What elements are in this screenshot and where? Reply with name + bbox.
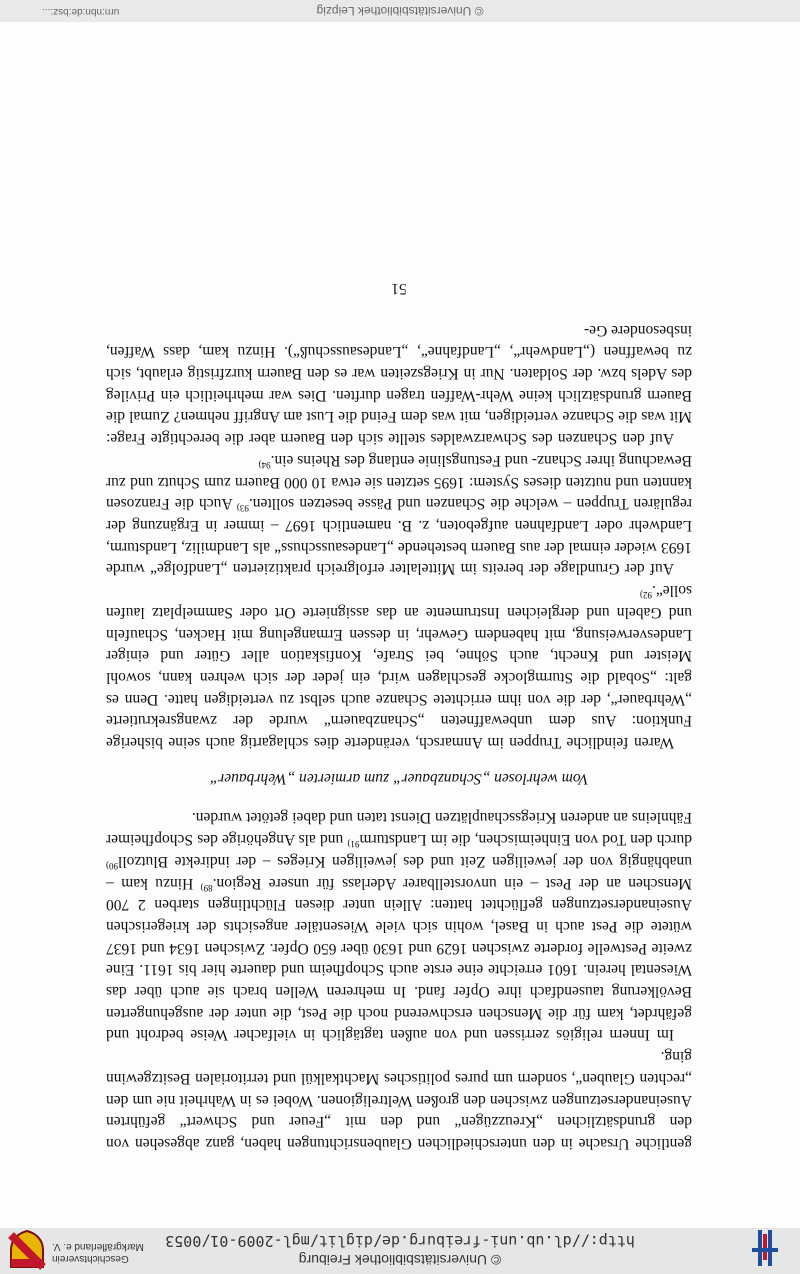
page-number: 51 — [391, 279, 407, 297]
footnote-ref: 94) — [258, 460, 271, 471]
viewer-footer — [0, 0, 800, 22]
paragraph: Auf den Schanzen des Schwarzwaldes stellte sich den Bauern aber die berechtigte Frage: Mit was die Schanze verteidigen, mit was dem Feind die Lust am Angriff nehmen? Zumal die Bauern grundsätzlich keine Wehr-Waffen tragen durften. Dies war mehrheitlich ein Privileg des Adels bzw. der Soldaten. Nur in Kriegszeiten war es den Bauern kurzfristig erlaubt, sich zu bewaffnen („Landwehr“, „Landfahne“, „Landesausschuß“). Hinzu kam, dass Waffen, insbesondere Ge- — [106, 321, 692, 448]
paragraph: Waren feindliche Truppen im Anmarsch, veränderte dies schlagartig auch seine bisherige Funktion: Aus dem unbewaffneten „Schanzbauern“ wurde der zwangsrekrutierte „Wehrbauer“, der die von ihm errichtete Schanze auch selbst zu verteidigen hatte. Denn es galt: „Sobald die Sturmglocke geschlagen wird, ein jeder der sich wehren kann, sowohl Meister und Knecht, auch Söhne, bei Strafe, Konfiskation aller Güter und einiger Landesverweisung, mit habendem Gewehr, in dessen Ermangelung mit Hacken, Schaufeln und Gabeln und dergleichen Instrumente an das assignierte Ort oder Sammelplatz laufen solle“.$^{92)}$ — [106, 582, 692, 752]
document-url-link[interactable]: http://dl.ub.uni-freiburg.de/diglit/mgl-2009-01/0053 — [165, 1232, 635, 1250]
publisher-name-line1: Geschichtsverein — [52, 1253, 129, 1264]
viewer-header — [0, 1228, 800, 1274]
copyright-line: © Universitätsbibliothek Freiburg — [298, 1252, 502, 1268]
paragraph: Auf der Grundlage der bereits im Mittelalter erfolgreich praktizierten „Landfolge“ wurde 1693 wieder einmal der aus Bauern bestehende „Landesausschuss“ als Landmiliz, Landsturm, Landwehr oder Landfahnen aufgeboten, z. B. namentlich 1697 – immer in Ergänzung der regulären Truppen – welche die Schanzen und Pässe besetzen sollten.$^{93)}$ Auch die Franzosen kannten und nutzten dieses System: 1695 setzten sie etwa 10 000 Bauern zum Schutz und zur Bewachung ihrer Schanz- und Festungslinie entlang des Rheins ein.$^{94)}$ — [106, 451, 692, 578]
footnote-ref: 89) — [200, 882, 213, 893]
document-page — [106, 277, 692, 1154]
footnote-ref: 93) — [236, 503, 249, 514]
coat-of-arms-icon — [8, 1230, 46, 1270]
footer-copyright: © Universitätsbibliothek Leipzig — [316, 4, 484, 18]
footer-urn: urn:nbn:de:bsz:... — [42, 6, 120, 17]
publisher-name-line2: Markgräflerland e. V. — [52, 1241, 144, 1252]
footnote-ref: 90) — [106, 861, 118, 872]
footnote-ref: 92) — [639, 590, 652, 601]
section-heading: Vom wehrlosen „Schanzbauer“ zum armierten „Wehrbauer“ — [209, 769, 589, 787]
footnote-ref: 91) — [347, 839, 360, 850]
publisher-logo[interactable] — [8, 1230, 144, 1270]
paragraph: gentliche Ursache in den unterschiedlichen Glaubensrichtungen haben, ganz abgesehen von den grundsätzlichen „Kreuzzügen“ und den mit „Feuer und Schwert“ geführten Auseinandersetzungen zwischen den großen Weltreligionen. Wobei es in Wahrheit nie um den „rechten Glauben“, sondern um pures politisches Machtkalkül und territorialen Besitzgewinn ging. — [106, 1048, 692, 1152]
paragraph: Im Innern religiös zerrissen und von außen tagtäglich in vielfacher Weise bedroht und gefährdet, kam für die Menschen erschwerend noch die Pest, die unter der ausgehungerten Bevölkerung tausendfach ihre Opfer fand. In mehreren Wellen brach sie auch über das Wiesental herein. 1601 erreichte eine erste auch Schopfheim und dauerte hier bis 1611. Eine zweite Pestwelle forderte zwischen 1629 und 1630 über 650 Opfer. Zwischen 1634 und 1637 wütete die Pest auch in Basel, wohin sich viele Wiesentäler angesichts der kriegerischen Auseinandersetzungen geflüchtet hatten: Allein unter diesen Flüchtlingen starben 2 700 Menschen an der Pest – ein unvorstellbarer Aderlass für unsere Region.$^{89)}$ Hinzu kam – unabhängig von der jeweiligen Zeit und des jeweiligen Krieges – der indirekte Blutzoll$^{90)}$ durch den Tod von Einheimischen, die im Landsturm$^{91)}$ und als Angehörige des Schopfheimer Fähnleins an anderen Kriegsschauplätzen Dienst taten und dabei getötet wurden. — [106, 809, 692, 1044]
